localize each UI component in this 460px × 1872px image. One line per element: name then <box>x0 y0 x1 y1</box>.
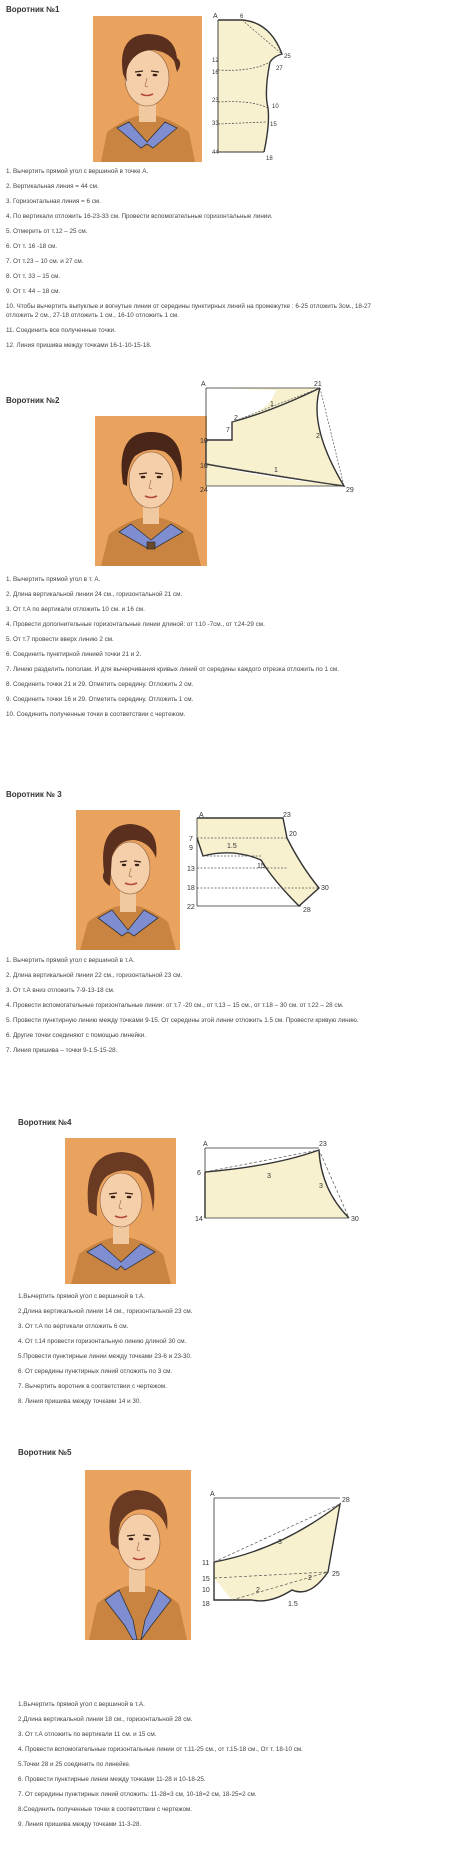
point-label: 44 <box>212 150 219 156</box>
point-label: 13 <box>187 866 195 873</box>
instruction-step: 3. От т.А вниз отложить 7-9-13-18 см. <box>6 987 115 994</box>
instruction-step: 4. Провести вспомогательные горизонтальные линии: от т.7 -20 см., от т.13 – 15 см., от т.18 – 30 см. от т.22 – 28 см. <box>6 1002 344 1009</box>
point-label: 25 <box>284 54 291 60</box>
instruction-step: 6. Провести пунктирные линии между точками 11-28 и 10-18-25. <box>18 1776 206 1783</box>
instruction-step: 3. От т.А по вертикали отложить 6 см. <box>18 1323 129 1330</box>
instruction-step: 9. Соединить точки 16 и 29. Отметить середину. Отложить 1 см. <box>6 696 194 703</box>
point-label: 30 <box>351 1216 359 1223</box>
instruction-step: 5. Провести пунктирную линию между точками 9-15. От середины этой линии отложить 1.5 см. Провести кривую линию. <box>6 1017 359 1024</box>
instruction-step: 4. Провести вспомогательные горизонтальные линии от т.11-25 см., от т.15-18 см., От т. 18-10 см. <box>18 1746 303 1753</box>
instruction-step: 1. Вычертить прямой угол с вершиной в т.А. <box>6 957 135 964</box>
instruction-step: 7. От т.23 – 10 см. и 27 см. <box>6 258 84 265</box>
point-label: 18 <box>202 1601 210 1608</box>
point-label: 3 <box>267 1173 271 1180</box>
portrait-image <box>85 1470 191 1640</box>
point-label: 27 <box>276 66 283 72</box>
point-label: A <box>203 1141 208 1148</box>
point-label: A <box>199 812 204 819</box>
section-title: Воротник №1 <box>6 5 60 14</box>
point-label: 2 <box>308 1575 312 1582</box>
point-label: 22 <box>187 904 195 911</box>
point-label: 28 <box>342 1497 350 1504</box>
instruction-step: 1. Вычертить прямой угол с вершиной в точке А. <box>6 168 149 175</box>
portrait-image <box>95 416 207 566</box>
instruction-step: 1.Вычертить прямой угол с вершиной в т.А. <box>18 1701 145 1708</box>
instruction-step: 5. Отмерить от т.12 – 25 см. <box>6 228 88 235</box>
instruction-step: 7. Линия пришива – точки 9-1.5-15-28. <box>6 1047 118 1054</box>
point-label: 9 <box>189 845 193 852</box>
section-title: Воротник № 3 <box>6 790 62 799</box>
instruction-step: 2. Длина вертикальной линии 22 см., горизонтальной 23 см. <box>6 972 183 979</box>
instruction-step: 9. Линия пришива между точками 11-3-28. <box>18 1821 142 1828</box>
instruction-step: 5. От т.7 провести вверх линию 2 см. <box>6 636 114 643</box>
instruction-step: 9. От т. 44 – 18 см. <box>6 288 61 295</box>
point-label: A <box>201 381 206 388</box>
instruction-step: 6. От т. 16 -18 см. <box>6 243 58 250</box>
point-label: 2 <box>316 433 320 440</box>
section-title: Воротник №2 <box>6 396 60 405</box>
instruction-step: 3. От т.А по вертикали отложить 10 см. и 16 см. <box>6 606 145 613</box>
point-label: 16 <box>212 70 219 76</box>
pattern-drawing <box>195 1138 361 1230</box>
instruction-step: 8. Линия пришива между точками 14 и 30. <box>18 1398 142 1405</box>
point-label: 18 <box>187 885 195 892</box>
instruction-step: 7. От середины пунктирных линий отложить: 11-28=3 см, 10-18=2 см, 18-25=2 см. <box>18 1791 257 1798</box>
instruction-step: 4. От т.14 провести горизонтальную линию длиной 30 см. <box>18 1338 187 1345</box>
instruction-step: 7. Вычертить воротник в соответствии с чертежом. <box>18 1383 167 1390</box>
point-label: 18 <box>266 156 273 162</box>
instruction-step: 11. Соединить все полученные точки. <box>6 327 116 334</box>
instruction-step: 10. Чтобы вычертить выпуклые и вогнутые линии от середины пунктирных линий на промежутке : 6-25 отложить 3см., 18-27 <box>6 303 372 310</box>
pattern-drawing <box>200 1488 358 1628</box>
point-label: 7 <box>226 427 230 434</box>
point-label: A <box>213 13 218 20</box>
point-label: 7 <box>189 836 193 843</box>
point-label: 1.5 <box>288 1601 298 1608</box>
point-label: 23 <box>212 98 219 104</box>
point-label: 28 <box>303 907 311 914</box>
instruction-step: 8. Соединить точки 21 и 29. Отметить середину. Отложить 2 см. <box>6 681 194 688</box>
pattern-drawing <box>200 380 360 496</box>
pattern-drawing <box>183 810 333 920</box>
point-label: 10 <box>200 438 208 445</box>
point-label: 2 <box>256 1587 260 1594</box>
instruction-step: 2.Длина вертикальной линии 18 см., горизонтальной 28 см. <box>18 1716 193 1723</box>
point-label: 10 <box>272 104 279 110</box>
instruction-step: 7. Линию разделить пополам. И для вычерчивания кривых линий от середины каждого отрезка отложить по 1 см. <box>6 666 339 673</box>
pattern-drawing <box>212 12 302 164</box>
point-label: 15 <box>270 122 277 128</box>
point-label: 25 <box>332 1571 340 1578</box>
point-label: 24 <box>200 487 208 494</box>
instruction-step: 8.Соединить полученные точки в соответствии с чертежом. <box>18 1806 193 1813</box>
point-label: 10 <box>202 1587 210 1594</box>
instruction-step: 4. По вертикали отложить 16-23-33 см. Провести вспомогательные горизонтальные линии. <box>6 213 273 220</box>
portrait-image <box>93 16 202 162</box>
point-label: 11 <box>202 1560 210 1567</box>
point-label: 1 <box>274 467 278 474</box>
point-label: 30 <box>321 885 329 892</box>
point-label: 3 <box>278 1539 282 1546</box>
instruction-step: 4. Провести дополнительные горизонтальные линии длиной: от т.10 -7см., от т.24-29 см. <box>6 621 265 628</box>
instruction-step: 6. Другие точки соединяют с помощью линейки. <box>6 1032 147 1039</box>
instruction-step: 1.Вычертить прямой угол с вершиной в т.А. <box>18 1293 145 1300</box>
point-label: 2 <box>234 415 238 422</box>
instruction-step: 10. Соединить полученные точки в соответствии с чертежом. <box>6 711 186 718</box>
portrait-image <box>65 1138 176 1284</box>
instruction-step: 2. Длина вертикальной линии 24 см., горизонтальной 21 см. <box>6 591 183 598</box>
point-label: 3 <box>319 1183 323 1190</box>
portrait-image <box>76 810 180 950</box>
section-title: Воротник №4 <box>18 1118 72 1127</box>
instruction-step: 1. Вычертить прямой угол в т. А. <box>6 576 101 583</box>
point-label: 23 <box>319 1141 327 1148</box>
point-label: 23 <box>283 812 291 819</box>
instruction-step: 8. От т. 33 – 15 см. <box>6 273 61 280</box>
point-label: 20 <box>289 831 297 838</box>
point-label: 1 <box>270 401 274 408</box>
point-label: 16 <box>200 463 208 470</box>
point-label: 33 <box>212 121 219 127</box>
instruction-step: 3. Горизонтальная линия = 6 см. <box>6 198 101 205</box>
instruction-step: 6. От середины пунктирных линий отложить по 3 см. <box>18 1368 173 1375</box>
point-label: 1.5 <box>227 843 237 850</box>
collar-section-1 <box>0 0 460 349</box>
point-label: 12 <box>212 58 219 64</box>
instruction-step: 3. От т.А отложить по вертикали 11 см. и 15 см. <box>18 1731 157 1738</box>
instruction-step: 2.Длина вертикальной линии 14 см., горизонтальной 23 см. <box>18 1308 193 1315</box>
instruction-step: 12. Линия пришива между точками 16-1-10-15-18. <box>6 342 152 349</box>
point-label: 6 <box>240 14 244 20</box>
instruction-step: 6. Соединить пунктирной линией точки 21 и 2. <box>6 651 142 658</box>
instruction-step: отложить 2 см., 27-18 отложить 1 см., 16-10 отложить 1 см. <box>6 312 179 319</box>
point-label: 6 <box>197 1170 201 1177</box>
point-label: 29 <box>346 487 354 494</box>
point-label: 14 <box>195 1216 203 1223</box>
instruction-step: 5.Провести пунктирные линии между точками 23-6 и 23-30. <box>18 1353 192 1360</box>
point-label: A <box>210 1491 215 1498</box>
instruction-step: 2. Вертикальная линия = 44 см. <box>6 183 99 190</box>
point-label: 15 <box>202 1576 210 1583</box>
section-title: Воротник №5 <box>18 1448 72 1457</box>
instruction-step: 5.Точки 28 и 25 соединить по линейке. <box>18 1761 131 1768</box>
point-label: 15 <box>257 863 265 870</box>
point-label: 21 <box>314 381 322 388</box>
